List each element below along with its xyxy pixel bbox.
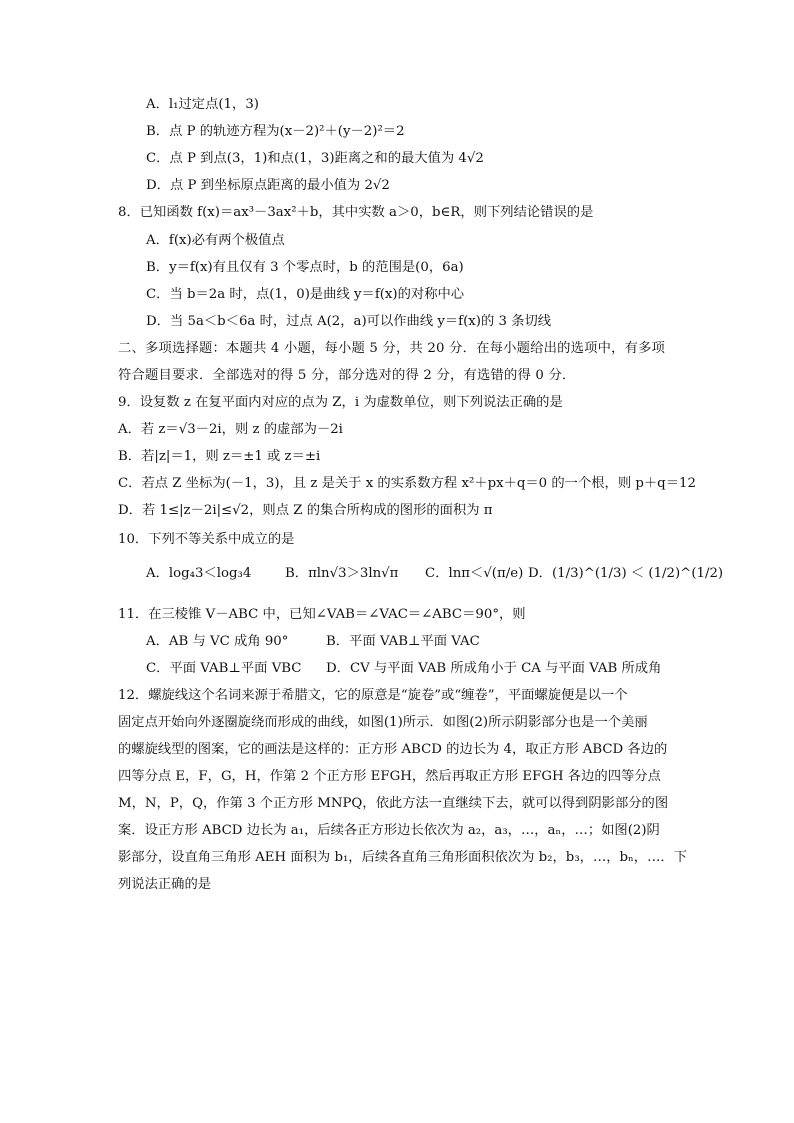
- q10-option-d: D．(1/3)^(1/3) ＜ (1/2)^(1/2): [528, 566, 724, 581]
- q12-line-7: 影部分，设直角三角形 AEH 面积为 b₁，后续各直角三角形面积依次为 b₂，b₃，…，bₙ，…．下: [118, 850, 687, 865]
- q12-line-2: 固定点开始向外逐圈旋绕而形成的曲线，如图(1)所示．如图(2)所示阴影部分也是一个美丽: [118, 715, 648, 730]
- q8-option-d: D．当 5a＜b＜6a 时，过点 A(2，a)可以作曲线 y＝f(x)的 3 条切线: [146, 314, 552, 329]
- q9-option-d: D．若 1≤|z－2i|≤√2，则点 Z 的集合所构成的图形的面积为 π: [118, 503, 493, 518]
- q10-option-b: B．πln√3＞3ln√π: [285, 566, 399, 581]
- q12-line-3: 的螺旋线型的图案，它的画法是这样的：正方形 ABCD 的边长为 4，取正方形 ABCD 各边的: [118, 742, 668, 757]
- q7-option-a: A．l₁过定点(1，3): [146, 97, 259, 112]
- section-2-heading-line-2: 符合题目要求．全部选对的得 5 分，部分选对的得 2 分，有选错的得 0 分．: [118, 368, 576, 383]
- q7-option-c: C．点 P 到点(3，1)和点(1，3)距离之和的最大值为 4√2: [146, 151, 484, 166]
- q12-line-4: 四等分点 E，F，G，H，作第 2 个正方形 EFGH，然后再取正方形 EFGH 各边的四等分点: [118, 769, 661, 784]
- q10-option-a: A．log₄3＜log₃4: [146, 566, 252, 581]
- q12-line-6: 案．设正方形 ABCD 边长为 a₁，后续各正方形边长依次为 a₂，a₃，…，aₙ，…；如图(2)阴: [118, 823, 660, 838]
- q8-option-b: B．y＝f(x)有且仅有 3 个零点时，b 的范围是(0，6a): [146, 260, 464, 275]
- q10-stem: 10．下列不等关系中成立的是: [118, 532, 295, 547]
- q9-option-c: C．若点 Z 坐标为(－1，3)，且 z 是关于 x 的实系数方程 x²＋px＋q＝0 的一个根，则 p＋q＝12: [118, 476, 696, 491]
- q11-option-d: D．CV 与平面 VAB 所成角小于 CA 与平面 VAB 所成角: [326, 661, 662, 676]
- q8-stem: 8．已知函数 f(x)＝ax³－3ax²＋b，其中实数 a＞0，b∈R，则下列结论错误的是: [118, 205, 594, 220]
- q8-option-c: C．当 b＝2a 时，点(1，0)是曲线 y＝f(x)的对称中心: [146, 287, 465, 302]
- q11-option-b: B．平面 VAB⊥平面 VAC: [326, 634, 480, 649]
- q8-option-a: A．f(x)必有两个极值点: [146, 233, 285, 248]
- q10-option-c: C．lnπ＜√(π/e): [425, 566, 524, 581]
- q11-option-c: C．平面 VAB⊥平面 VBC: [146, 661, 302, 676]
- q11-stem: 11．在三棱锥 V－ABC 中，已知∠VAB＝∠VAC＝∠ABC＝90°，则: [118, 607, 526, 622]
- q7-option-b: B．点 P 的轨迹方程为(x－2)²＋(y－2)²＝2: [146, 124, 405, 139]
- q9-stem: 9．设复数 z 在复平面内对应的点为 Z，i 为虚数单位，则下列说法正确的是: [118, 395, 563, 410]
- section-2-heading-line-1: 二、多项选择题：本题共 4 小题，每小题 5 分，共 20 分．在每小题给出的选项中，有多项: [118, 341, 666, 356]
- q9-option-b: B．若|z|＝1，则 z＝±1 或 z＝±i: [118, 449, 321, 464]
- q7-option-d: D．点 P 到坐标原点距离的最小值为 2√2: [146, 178, 390, 193]
- q12-line-8: 列说法正确的是: [118, 877, 212, 892]
- q12-line-5: M，N，P，Q，作第 3 个正方形 MNPQ，依此方法一直继续下去，就可以得到阴影部分的图: [118, 796, 669, 811]
- q11-option-a: A．AB 与 VC 成角 90°: [146, 634, 289, 649]
- q12-line-1: 12．螺旋线这个名词来源于希腊文，它的原意是“旋卷”或“缠卷”，平面螺旋便是以一个: [118, 688, 628, 703]
- q9-option-a: A．若 z＝√3－2i，则 z 的虚部为－2i: [118, 422, 343, 437]
